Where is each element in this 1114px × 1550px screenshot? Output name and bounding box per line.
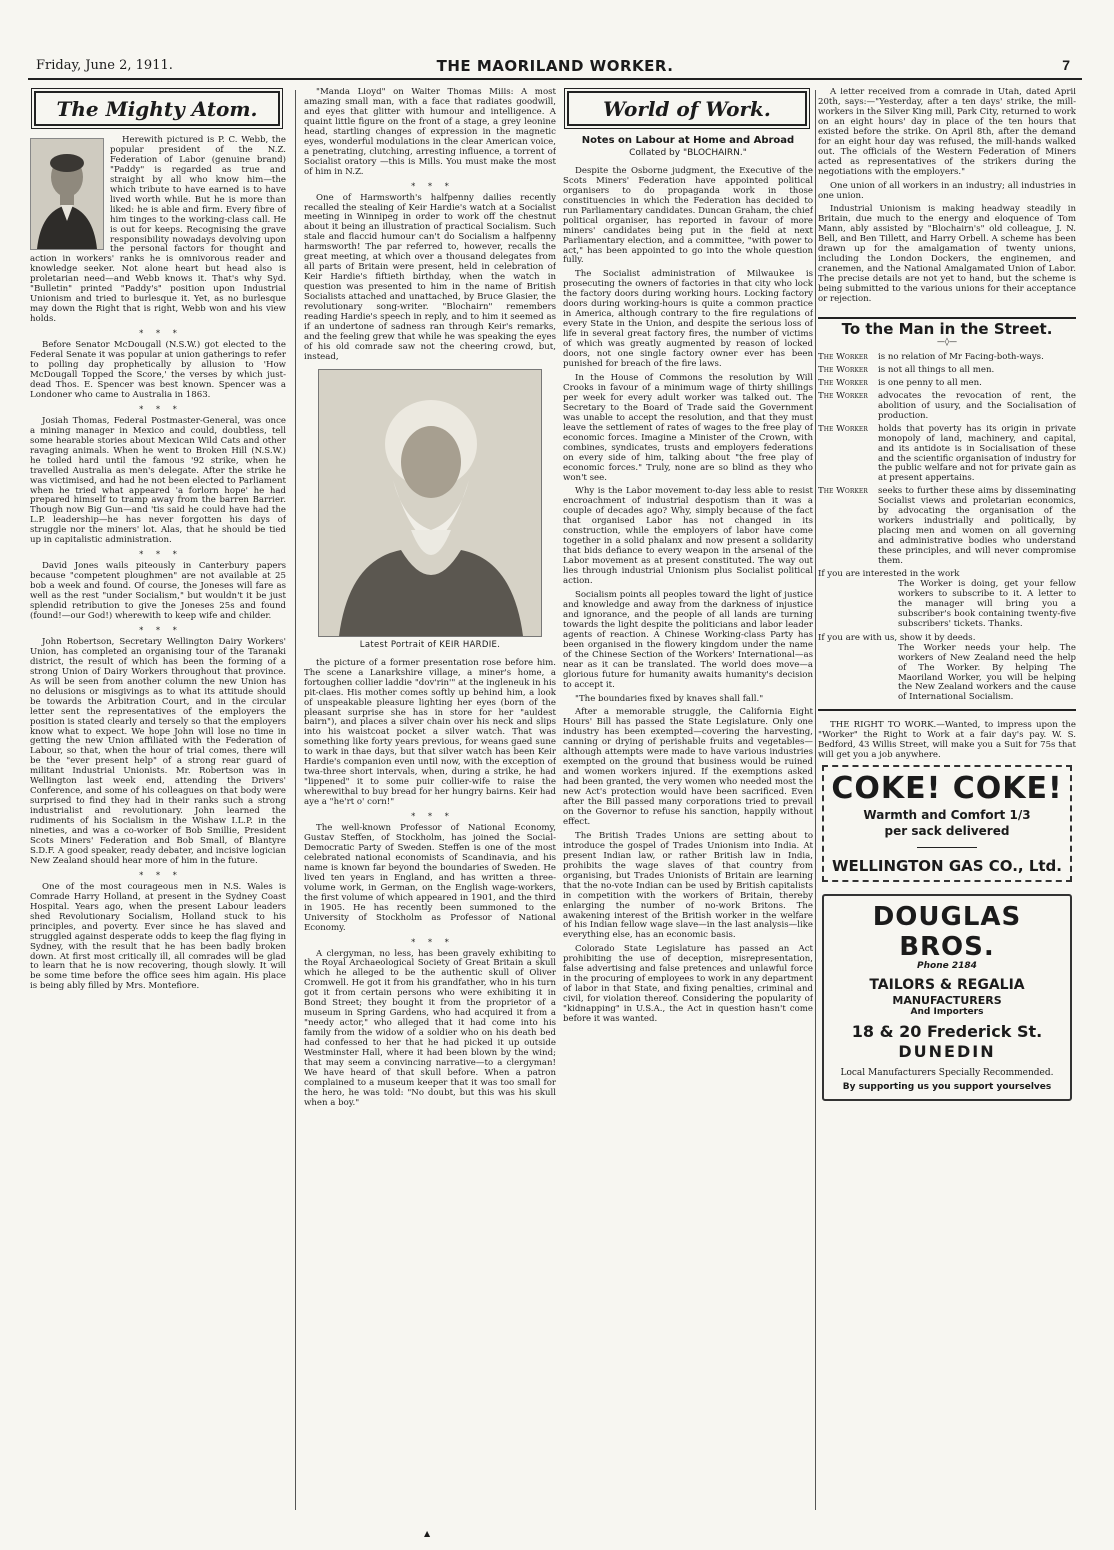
statement-body: is not all things to all men. xyxy=(878,364,995,375)
paragraph: Herewith pictured is P. C. Webb, the popular president of the N.Z. Federation of Labor (genuine brand) "Paddy" is regarded as true and straight by all who know him—the which tribute to have earned is to have lived worth while. But he is more than liked: he is able and firm. Every fibre of him tinges to the working-class call. He is out for keeps. Recognising the grave responsibility nowadays devolving upon the personal factors for thought and action in workers' ranks he is omnivorous reader and knowledge seeker. Not alone heart but head also is proletarian need—and Webb knows it. That's why Syd. "Bulletin" printed "Paddy's" position upon Industrial Unionism and tried to burlesque it. Yet, as no burlesque may down the Right that is right, Webb won and his view holds. xyxy=(30,135,286,325)
statement-lead: The Worker xyxy=(818,351,868,362)
portrait-caption: Latest Portrait of KEIR HARDIE. xyxy=(359,639,501,650)
douglas-support-slogan: By supporting us you support yourselves xyxy=(842,1082,1052,1093)
paragraph: A letter received from a comrade in Utah, dated April 20th, says:—"Yesterday, after a ten days' strike, the mill-workers in the Silver King mill, Park City, returned to work on an eight hours' day in place of the ten hours that existed before the strike. On April 8th, after the demand for an eight hour day was refused, the mill-hands walked out. The officials of the Western Federation of Miners acted as representatives of the strikers during the negotiations with the employers." xyxy=(818,88,1076,177)
coke-divider xyxy=(917,847,977,848)
douglas-phone: Phone 2184 xyxy=(917,961,977,972)
box-bottom-rule xyxy=(818,709,1076,711)
separator: * * * xyxy=(411,181,449,191)
paragraph: John Robertson, Secretary Wellington Dairy Workers' Union, has completed an organising tour of the Taranaki district, the result of which has been the forming of a strong Union of Dairy Workers throughout that province. As will be seen from another column the new Union has no delusions or misgivings as to what its attitude should be towards the Arbitration Court, and in the circular letter sent the representatives of the employers the position is stated clearly and tersely so that the employers know what to expect. We hope John will lose no time in getting the new Union affiliated with the Federation of Labour, so that, when the hour of trial comes, there will be the "ever present help" of a strong rear guard of militant Industrial Unionists. Mr. Robertson was in Wellington last week end, attending the Drivers' Conference, and some of his colleagues on that body were surprised to find they had in their ranks such a strong industrialist and revolutionary. John learned the rudiments of his Socialism in the Wishaw I.L.P. in the nineties, and was a co-worker of Bob Smillie, President Scots Miners' Federation and Bob Small, of Blantyre S.D.F. A good speaker, ready debater, and incisive logician New Zealand should hear more of him in the future. xyxy=(30,636,286,866)
newspaper-title: THE MAORILAND WORKER. xyxy=(436,57,674,75)
if-with-us-body: The Worker needs your help. The workers of New Zealand need the help of The Worker. By helping The Maoriland Worker, you will be helping the New Zealand workers and the cause of International Socialism. xyxy=(898,642,1076,703)
column-world-of-work xyxy=(563,88,813,1528)
statement-lead: The Worker xyxy=(818,423,868,434)
section-subtitle: Notes on Labour at Home and Abroad xyxy=(581,135,795,146)
if-interested-body: The Worker is doing, get your fellow workers to subscribe to it. A letter to the manager will bring you a subscriber's book containing twenty-five subscribers' tickets. Thanks. xyxy=(898,578,1076,629)
douglas-title: DOUGLAS BROS. xyxy=(872,902,1022,963)
paragraph: the picture of a former presentation rose before him. The scene a Lanarkshire village, a miner's home, a fortoughen collier laddie "dov'rin'" at the ingleneuk in his pit-claes. His mother comes softly up behind him, a look of unspeakable pleasure lighting her eyes (born of the pleasant surprise she has in store for her "auldest bairn"), and places a silver chain over his neck and slips into his waistcoat pocket a silver watch. That was something like forty years previous, for weans gaed sune to wark in thae days, but that silver watch has been Keir Hardie's companion even until now, with the exception of twa-three short intervals, when, during a strike, he had "lippened" it to some puir collier-wife to raise the wherewithal to buy bread for her hungry bairns. Keir had aye a "he'rt o' corn!" xyxy=(304,657,556,808)
paragraph: After a memorable struggle, the California Eight Hours' Bill has passed the State Legislature. Only one industry has been exempted—covering the harvesting, canning or drying of perishable fruits and vegetables—although attempts were made to have various industries exempted on the ground that business would be ruined and women workers injured. If the exemptions asked had been granted, the very women who needed most the new Act's protection would have been sacrificed. Even after the Bill passed many corporations tried to prevail on the Governor to refuse his sanction, happily without effect. xyxy=(563,707,813,827)
section-title-mighty-atom: The Mighty Atom. xyxy=(34,91,280,126)
man-in-the-street-box xyxy=(818,317,1076,711)
separator: * * * xyxy=(411,937,449,947)
paragraph: The Socialist administration of Milwaukee is prosecuting the owners of factories in that city who lock the factory doors during working hours. Locking factory doors during working-hours is quite a common practice in America, although contrary to the fire regulations of every State in the Union, and despite the serious loss of life in several great factory fires, the number of victims of which was greatly augmented by reason of locked doors, not one single factory owner ever has been punished for breach of the fire laws. xyxy=(563,269,813,370)
page-number: 7 xyxy=(1062,57,1070,73)
portrait-keir-hardie xyxy=(318,369,542,637)
paragraph: Colorado State Legislature has passed an Act prohibiting the use of deception, misrepresentation, false advertising and false pretences and unlawful force in the procuring of employees to work in any department of labor in that State, and fixing penalties, criminal and civil, for violation thereof. Considering the popularity of "kidnapping" in U.S.A., the Act in question hasn't come before it was wanted. xyxy=(563,944,813,1025)
worker-statement xyxy=(818,379,1076,389)
statement-body: seeks to further these aims by disseminating Socialist views and proletarian economics, by advocating the organisation of the workers industrially and politically, by placing men and women on all governing and administrative bodies who understand these principles, and will never compromise them. xyxy=(878,486,1076,567)
column-keir-hardie xyxy=(304,88,556,1528)
paragraph: In the House of Commons the resolution by Will Crooks in favour of a minimum wage of thirty shillings per week for every adult worker was talked out. The Secretary to the Board of Trade said the Government was unable to accept the resolution, and that they must leave the settlement of rates of wages to the free play of economic forces. Imagine a Minister of the Crown, with combines, syndicates, trusts and employers federations on every side of him, talking about "the free play of economic forces." Truly, none are so blind as they who won't see. xyxy=(563,372,813,483)
paragraph: One of Harmsworth's halfpenny dailies recently recalled the stealing of Keir Hardie's watch at a Socialist meeting in Winnipeg in order to work off the chestnut about it being an illustration of practical Socialism. Such stale and flaccid humour can't do Socialism a halfpenny harmsworth! The par referred to, however, recalls the great meeting, at which over a thousand delegates from all parts of Britain were present, held in celebration of Keir Hardie's fiftieth birthday, when the watch in question was presented to him in the name of British Socialists attached and unattached, by Bruce Glasier, the revolutionary song-writer. "Blochairn" remembers reading Hardie's speech in reply, and to him it seemed as if an undertone of sadness ran through Keir's remarks, and the feeling grew that while he was speaking the eyes of his old comrade saw not the cheering crowd, but, instead, xyxy=(304,192,556,362)
right-to-work-ad: THE RIGHT TO WORK.—Wanted, to impress upon the "Worker" the Right to Work at a fair day's pay. W. S. Bedford, 43 Willis Street, will make you a Suit for 75s that will get you a job anywhere. xyxy=(818,720,1076,761)
if-with-us-block xyxy=(818,634,1076,704)
separator: * * * xyxy=(139,550,177,560)
douglas-local-note: Local Manufacturers Specially Recommended. xyxy=(840,1068,1054,1079)
if-with-us-lead: If you are with us, show it by deeds. xyxy=(818,632,976,643)
statement-body: advocates the revocation of rent, the abolition of usury, and the Socialisation of production. xyxy=(878,390,1076,421)
paragraph: Josiah Thomas, Federal Postmaster-General, was once a mining manager in Mexico and could, doubtless, tell some hearable stories about Mexican Wild Cats and other ravaging animals. When he went to Broken Hill (N.S.W.) he toiled hard until the famous '92 strike, when he travelled Australia as men's delegate. After the strike he was victimised, and had he not been elected to Parliament when he tried what appeared 'a forlorn hope' he had prepared himself to tramp away from the barren Barrier. Though now Big Gun—and 'tis said he could have had the L.P. leadership—he has never forgotten his days of struggle nor the miners' lot. Alas, that he should be tied up in capitalistic administration. xyxy=(30,415,286,546)
paragraph: A clergyman, no less, has been gravely exhibiting to the Royal Archaeological Society of Great Britain a skull which he alleged to be the authentic skull of Oliver Cromwell. He got it from his grandfather, who in his turn got it from certain persons who were exhibiting it in Bond Street; they bought it from the proprietor of a museum in Spring Gardens, who had acquired it from a "needy actor," who alleged that it had come into his family from the widow of a soldier who on his death bed had confessed to her that he had picked it up outside Westminster Hall, where it had been blown by the wind; that may seem a convincing narrative—to a clergyman! We have heard of that skull before. When a patron complained to a museum keeper that it was too small for the hero, he was told: "No doubt, but this was his skull when a boy." xyxy=(304,948,556,1108)
section-title-world-of-work: World of Work. xyxy=(567,91,807,126)
worker-statement xyxy=(818,353,1076,363)
statement-lead: The Worker xyxy=(818,486,868,497)
paragraph: One union of all workers in an industry; all industries in one union. xyxy=(818,180,1076,201)
issue-date: Friday, June 2, 1911. xyxy=(36,58,173,73)
paragraph: One of the most courageous men in N.S. Wales is Comrade Harry Holland, at present in the Sydney Coast Hospital. Years ago, when the present Labour leaders shed Revolutionary Socialism, Holland stuck to his principles, and poverty. Ever since he has slaved and struggled against desperate odds to keep the flag flying in Sydney, with the result that he has been badly broken down. At first most critically ill, all comrades will be glad to learn that he is now recovering, though slowly. It will be some time before the office sees him again. His place is being ably filled by Mrs. Montefiore. xyxy=(30,881,286,992)
statement-body: holds that poverty has its origin in private monopoly of land, machinery, and capital, and its antidote is in Socialisation of these and the scientific organisation of industry for the public welfare and not for private gain as at present appertains. xyxy=(878,423,1076,484)
portrait-keir-hardie-image xyxy=(319,370,541,636)
coke-company: WELLINGTON GAS CO., Ltd. xyxy=(831,857,1062,876)
worker-statement xyxy=(818,392,1076,422)
coke-title: COKE! COKE! xyxy=(831,771,1063,807)
paragraph: The British Trades Unions are setting about to introduce the gospel of Trades Unionism into India. At present Indian law, or rather British law in India, prohibits the wage slaves of that country from organising, but Trades Unionists of Britain are learning that the no-vote Indian can be used by British capitalists in competition with the workers of Britain, thereby enlarging the number of no-work Britons. The awakening interest of the British worker in the welfare of his Indian fellow wage slave—in the last analysis—like everything else, has an economic basis. xyxy=(563,830,813,941)
douglas-city: DUNEDIN xyxy=(898,1042,996,1062)
statement-body: is one penny to all men. xyxy=(878,377,982,388)
column-mighty-atom xyxy=(30,88,286,1528)
paragraph: David Jones wails piteously in Canterbury papers because "competent ploughmen" are not available at 25 bob a week and found. Of course, the Joneses will fare as well as the rest "under Socialism," but wouldn't it be just splendid retribution to give the Joneses 25s and found (found!—our God!) wherewith to keep wife and childer. xyxy=(30,561,286,621)
douglas-tailors: TAILORS & REGALIA xyxy=(869,977,1025,994)
paragraph: The well-known Professor of National Economy, Gustav Steffen, of Stockholm, has joined the Social-Democratic Party of Sweden. Steffen is one of the most celebrated national economists of Scandinavia, and his name is known far beyond the boundaries of Sweden. He lived ten years in England, and has written a three-volume work, in German, on the English wage-workers, the first volume of which appeared in 1901, and the third in 1905. He has recently been summoned to the University of Stockholm as Professor of National Economy. xyxy=(304,823,556,933)
worker-statement xyxy=(818,487,1076,567)
paragraph: "The boundaries fixed by knaves shall fall." xyxy=(575,693,764,704)
column-right xyxy=(818,88,1076,1528)
column-rule xyxy=(295,90,296,1510)
separator: * * * xyxy=(139,329,177,339)
douglas-bros-advertisement xyxy=(822,894,1072,1101)
separator: * * * xyxy=(411,812,449,822)
statement-lead: The Worker xyxy=(818,364,868,375)
douglas-manufacturers: MANUFACTURERS xyxy=(892,994,1002,1008)
paragraph: Industrial Unionism is making headway steadily in Britain, due much to the energy and eloquence of Tom Mann, ably assisted by "Blochairn's" old colleague, J. N. Bell, and Ben Tillett, and Harry Orbell. A scheme has been drawn up for the amalgamation of twenty unions, including the London Dockers, the enginemen, and cranemen, and the National Amalgamated Union of Labor. The precise details are not yet to hand, but the scheme is being submitted to the various unions for their acceptance or rejection. xyxy=(818,204,1076,305)
paragraph: "Manda Lloyd" on Walter Thomas Mills: A most amazing small man, with a face that radiates goodwill, and eyes that glitter with humour and intelligence. A quaint little figure on the front of a stage, a grey leonine head, startling changes of expression in the magnetic eyes, wonderful modulations in the clear American voice, a penetrating, clutching, arresting influence, a torrent of Socialist oratory —this is Mills. You must make the most of him in N.Z. xyxy=(304,88,556,177)
paragraph: Why is the Labor movement to-day less able to resist encroachment of industrial despotism than it was a couple of decades ago? Why, simply because of the fact that organised Labor has not changed in its construction, while the employers of labor have come together in a solid phalanx and now present a solidarity that bids defiance to every weapon in the arsenal of the Labor movement as at present constituted. The way out lies through industrial Unionism plus Socialist political action. xyxy=(563,486,813,587)
flourish-ornament: —◊— xyxy=(937,336,957,346)
douglas-importers: And Importers xyxy=(910,1007,984,1018)
separator: * * * xyxy=(139,625,177,635)
separator: * * * xyxy=(139,404,177,414)
portrait-webb-image xyxy=(31,139,103,249)
coke-price: Warmth and Comfort 1/3 xyxy=(863,808,1031,823)
statement-body: is no relation of Mr Facing-both-ways. xyxy=(878,351,1044,362)
worker-statement xyxy=(818,425,1076,485)
if-interested-block xyxy=(818,570,1076,630)
douglas-address: 18 & 20 Frederick St. xyxy=(851,1022,1043,1042)
section-byline: Collated by "BLOCHAIRN." xyxy=(629,147,747,158)
column-rule xyxy=(815,90,816,1510)
separator: * * * xyxy=(139,870,177,880)
page-footer-mark: ▲ xyxy=(424,1529,431,1538)
worker-statement xyxy=(818,366,1076,376)
portrait-webb xyxy=(30,138,104,250)
masthead xyxy=(28,58,1082,80)
paragraph: Before Senator McDougall (N.S.W.) got elected to the Federal Senate it was popular at union gatherings to refer to polling day prophetically by allusion to 'How McDougall Topped the Score,' the verses by which just-dead Thos. E. Spencer was best known. Spencer was a Londoner who came to Australia in 1863. xyxy=(30,340,286,400)
if-interested-lead: If you are interested in the work xyxy=(818,568,960,579)
statement-lead: The Worker xyxy=(818,377,868,388)
coke-delivery: per sack delivered xyxy=(884,824,1010,839)
statement-lead: The Worker xyxy=(818,390,868,401)
paragraph: Socialism points all peoples toward the light of justice and knowledge and away from the darkness of injustice and ignorance, and the people of all lands are turning towards the light despite the politicians and labor leader agents of reaction. A Chinese Working-class Party has been organised in the flowery kingdom under the name of the Chinese Section of the Workers' International—as near as it can be translated. The world does move—a glorious future for humanity awaits humanity's decision to accept it. xyxy=(563,589,813,690)
man-in-the-street-title: To the Man in the Street. xyxy=(841,320,1053,339)
coke-advertisement xyxy=(822,765,1072,882)
paragraph: Despite the Osborne judgment, the Executive of the Scots Miners' Federation have appointed political organisers to do propaganda work in those constituencies in which the Federation has decided to run Parliamentary candidates. Duncan Graham, the chief political organiser, has reported in favour of more miners' candidates being put in the field at next Parliamentary election, and a committee, "with power to act," has been appointed to go into the whole question fully. xyxy=(563,165,813,266)
